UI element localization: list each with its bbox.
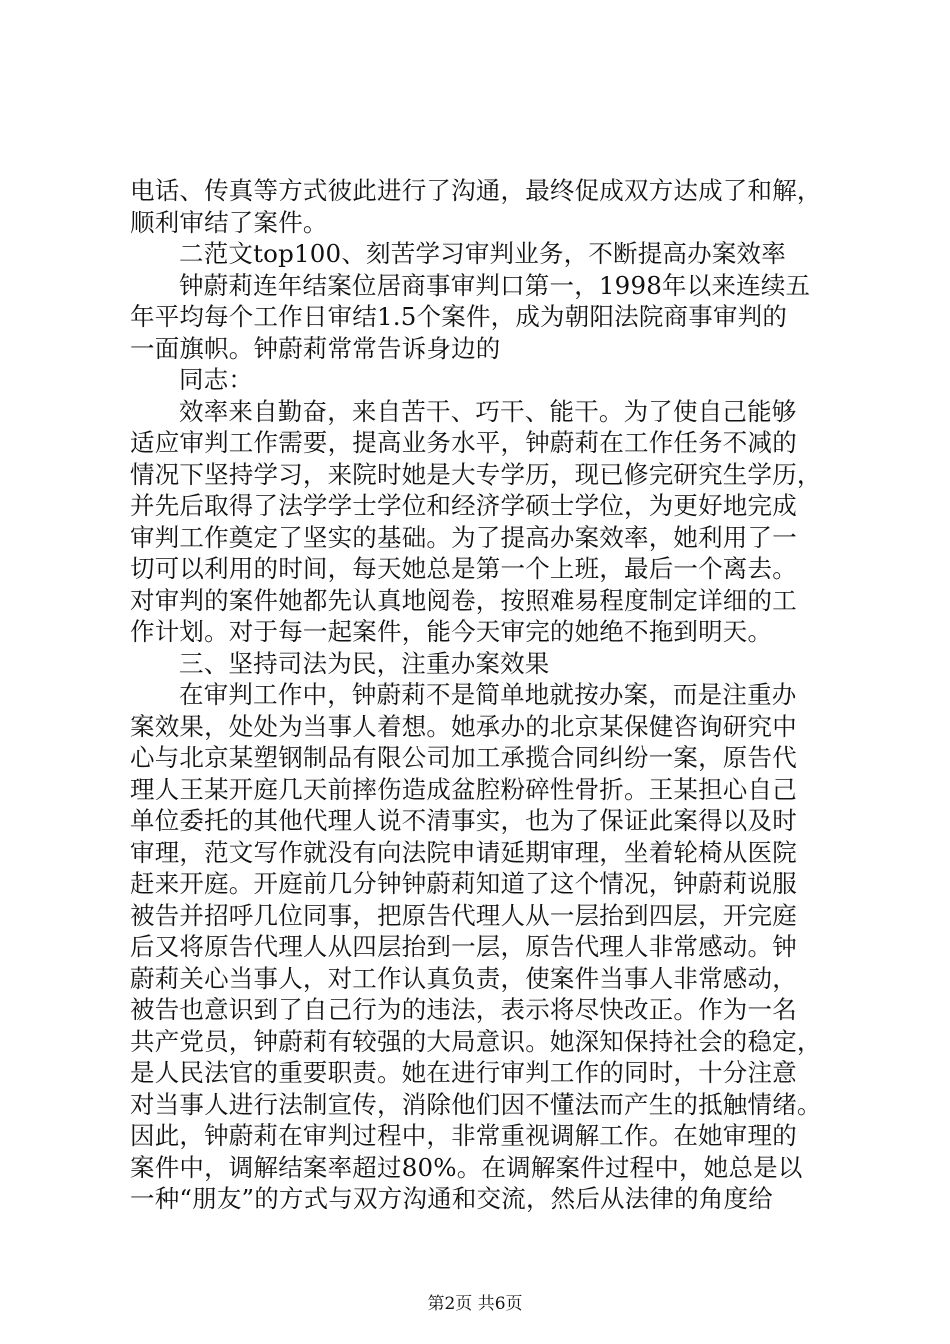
text-line: 三、坚持司法为民，注重办案效果 — [179, 648, 550, 678]
text-line: 后又将原告代理人从四层抬到一层，原告代理人非常感动。钟 — [130, 932, 797, 961]
text-line: 作计划。对于每一起案件，能今天审完的她绝不拖到明天。 — [130, 617, 773, 646]
text-line: 是人民法官的重要职责。她在进行审判工作的同时，十分注意 — [130, 1058, 797, 1087]
text-line: 钟蔚莉连年结案位居商事审判口第一，1998年以来连续五 — [179, 270, 811, 300]
text-line: 在审判工作中，钟蔚莉不是简单地就按办案，而是注重办 — [179, 680, 797, 709]
text-line: 一种“朋友”的方式与双方沟通和交流，然后从法律的角度给 — [130, 1184, 773, 1213]
text-line: 顺利审结了案件。 — [130, 207, 328, 237]
text-line: 审理，范文写作就没有向法院申请延期审理，坐着轮椅从医院 — [130, 837, 797, 867]
text-line: 审判工作奠定了坚实的基础。为了提高办案效率，她利用了一 — [130, 522, 797, 552]
text-line: 赶来开庭。开庭前几分钟钟蔚莉知道了这个情况，钟蔚莉说服 — [130, 869, 797, 898]
text-line: 被告也意识到了自己行为的违法，表示将尽快改正。作为一名 — [130, 995, 797, 1024]
text-line: 年平均每个工作日审结1.5个案件，成为朝阳法院商事审判的 — [130, 302, 788, 331]
text-line: 切可以利用的时间，每天她总是第一个上班，最后一个离去。 — [130, 554, 797, 583]
text-line: 案效果，处处为当事人着想。她承办的北京某保健咨询研究中 — [130, 711, 797, 741]
text-line: 对审判的案件她都先认真地阅卷，按照难易程度制定详细的工 — [130, 585, 797, 615]
text-line: 因此，钟蔚莉在审判过程中，非常重视调解工作。在她审理的 — [130, 1121, 797, 1150]
text-line: 情况下坚持学习，来院时她是大专学历，现已修完研究生学历， — [130, 459, 822, 489]
text-line: 案件中，调解结案率超过80%。在调解案件过程中，她总是以 — [130, 1152, 803, 1182]
text-line: 共产党员，钟蔚莉有较强的大局意识。她深知保持社会的稳定， — [130, 1026, 822, 1056]
text-line: 被告并招呼几位同事，把原告代理人从一层抬到四层，开完庭 — [130, 900, 797, 930]
text-line: 同志： — [179, 365, 254, 394]
text-line: 二范文top100、刻苦学习审判业务，不断提高办案效率 — [179, 239, 786, 268]
text-line: 心与北京某塑钢制品有限公司加工承揽合同纠纷一案，原告代 — [130, 743, 797, 772]
page-footer: 第2页 共6页 — [427, 1294, 523, 1314]
text-line: 对当事人进行法制宣传，消除他们因不懂法而产生的抵触情绪。 — [130, 1089, 822, 1119]
text-line: 理人王某开庭几天前摔伤造成盆腔粉碎性骨折。王某担心自己 — [130, 774, 797, 804]
text-line: 蔚莉关心当事人，对工作认真负责，使案件当事人非常感动， — [130, 963, 797, 993]
text-line: 一面旗帜。钟蔚莉常常告诉身边的 — [130, 333, 501, 363]
text-line: 适应审判工作需要，提高业务水平，钟蔚莉在工作任务不减的 — [130, 428, 797, 457]
body-text — [130, 175, 830, 1215]
text-line: 单位委托的其他代理人说不清事实，也为了保证此案得以及时 — [130, 806, 797, 835]
text-line: 并先后取得了法学学士学位和经济学硕士学位，为更好地完成 — [130, 491, 797, 520]
text-line: 效率来自勤奋，来自苦干、巧干、能干。为了使自己能够 — [179, 396, 797, 426]
text-line: 电话、传真等方式彼此进行了沟通，最终促成双方达成了和解， — [130, 176, 822, 205]
